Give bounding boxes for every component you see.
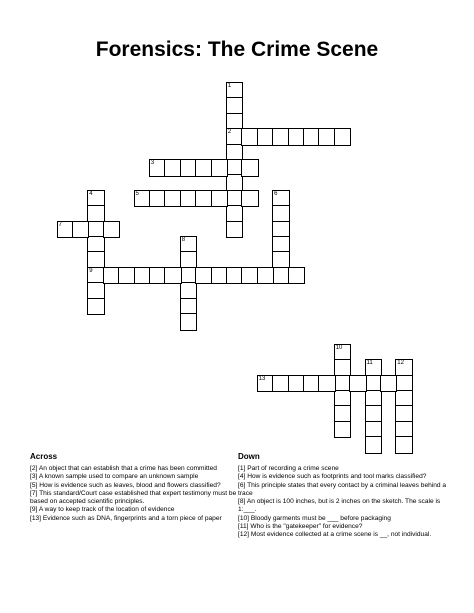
clue-text: How is evidence such as footprints and tool marks classified? [247, 473, 427, 481]
clue-number: [8] [238, 498, 246, 506]
clue-number: [9] [30, 506, 38, 514]
page-title: Forensics: The Crime Scene [95, 38, 379, 61]
clue-number: [4] [238, 473, 246, 481]
clue-text: An object that can establish that a crime has been committed [38, 465, 217, 472]
cell-number: 7 [58, 221, 62, 228]
down-clue [238, 523, 448, 531]
across-clue [30, 465, 240, 473]
down-heading: Down [238, 452, 260, 461]
grid-cell[interactable] [211, 159, 229, 177]
across-clue [30, 506, 240, 514]
cell-number: 10 [335, 344, 343, 351]
grid-cell[interactable] [257, 267, 275, 285]
cell-number: 13 [258, 375, 266, 382]
clue-text: Bloody garments must be ___ before packaging [250, 514, 391, 522]
clue-number: [6] [238, 481, 246, 489]
down-clue [238, 498, 448, 515]
grid-cell[interactable] [241, 190, 259, 208]
across-heading: Across [30, 452, 58, 461]
across-clue-list [30, 465, 240, 523]
cell-number: 12 [397, 360, 404, 367]
clue-number: [7] [30, 489, 38, 497]
grid-cell[interactable] [241, 159, 259, 177]
clue-text: An object is 100 inches, but is 2 inches on the sketch. The scale is 1:___. [238, 498, 441, 514]
across-clue [30, 490, 240, 507]
clue-number: [1] [238, 465, 246, 472]
down-clues [238, 452, 448, 540]
grid-cell[interactable] [87, 298, 105, 316]
grid-cell[interactable] [180, 313, 198, 331]
clue-number: [12] [238, 531, 249, 539]
down-clue-list [238, 465, 448, 540]
clue-number: [11] [238, 523, 249, 531]
clue-text: A known sample used to compare an unknown sample [38, 473, 199, 481]
clue-text: Evidence such as DNA, fingerprints and a torn piece of paper [42, 514, 222, 522]
clue-text: Most evidence collected at a crime scene is __, not individual. [250, 531, 432, 539]
grid-cell[interactable] [164, 267, 182, 285]
down-clue [238, 531, 448, 539]
clue-number: [3] [30, 473, 38, 481]
across-clues [30, 452, 240, 523]
down-clue [238, 482, 448, 499]
cell-number: 4 [89, 190, 93, 197]
clue-text: Part of recording a crime scene [247, 465, 339, 472]
grid-cell[interactable] [334, 421, 352, 439]
cell-number: 3 [150, 160, 155, 166]
grid-cell[interactable] [72, 221, 90, 239]
down-clue [238, 473, 448, 481]
grid-cell[interactable] [288, 267, 306, 285]
clue-number: [2] [30, 465, 38, 472]
clue-number: [13] [30, 514, 41, 522]
clue-text: Who is the "gatekeeper" for evidence? [250, 523, 363, 531]
grid-cell[interactable] [318, 375, 336, 393]
down-clue [238, 515, 448, 523]
across-clue [30, 482, 240, 490]
clue-text: A way to keep track of the location of evidence [38, 506, 175, 514]
grid-cell[interactable] [103, 221, 121, 239]
clue-number: [5] [30, 481, 38, 489]
grid-cell[interactable] [211, 190, 229, 208]
cell-number: 5 [135, 190, 139, 197]
clue-text: This principle states that every contact by a criminal leaves behind a trace [238, 481, 447, 497]
clue-number: [10] [238, 514, 249, 522]
cell-number: 8 [181, 237, 186, 243]
cell-number: 11 [366, 360, 373, 367]
across-clue [30, 473, 240, 481]
across-clue [30, 515, 240, 523]
grid-cell[interactable] [349, 375, 367, 393]
clue-text: How is evidence such as leaves, blood and flowers classified? [39, 481, 221, 489]
grid-cell[interactable] [226, 221, 244, 239]
grid-cell[interactable] [380, 375, 398, 393]
cell-number: 6 [274, 190, 278, 197]
cell-number: 2 [227, 129, 232, 136]
cell-number: 1 [227, 83, 232, 89]
cell-number: 9 [89, 267, 93, 274]
grid-cell[interactable] [334, 128, 352, 146]
down-clue [238, 465, 448, 473]
clue-text: This standard/Court case established that expert testimony must be based on accepted scientific principles. [30, 489, 237, 506]
